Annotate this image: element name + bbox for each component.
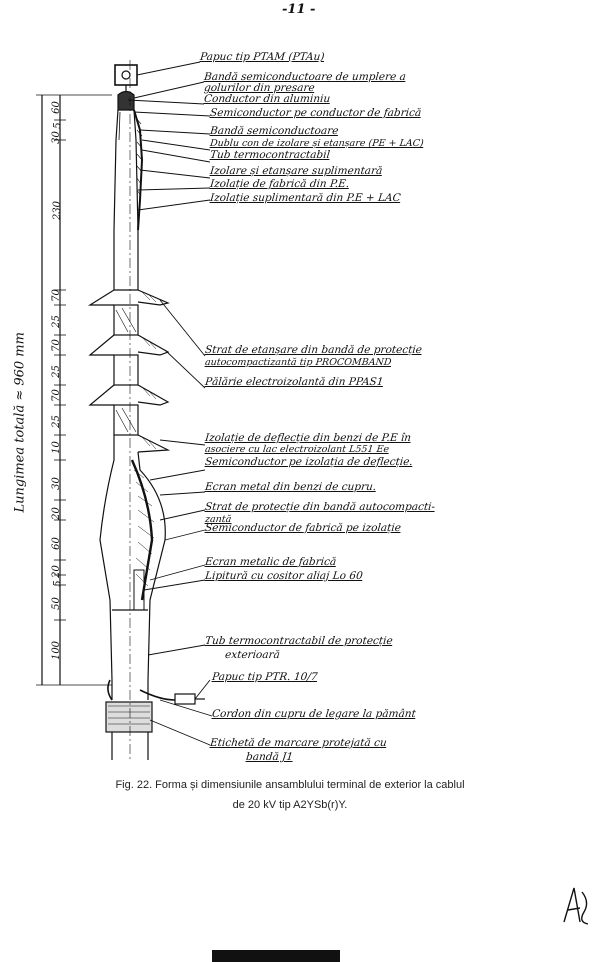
label-zanta: zantă — [204, 514, 232, 525]
label-cordon: Cordon din cupru de legare la pământ — [211, 708, 417, 720]
label-strat-etansare: Strat de etanșare din bandă de protecție — [204, 344, 423, 356]
label-izolatie-fabrica: Izolație de fabrică din P.E. — [209, 178, 350, 190]
label-banda-semicond: Bandă semiconductoare — [209, 125, 340, 137]
dim-value: 30 — [50, 131, 62, 144]
dim-value: 70 — [50, 389, 62, 402]
label-banda-j1: bandă J1 — [245, 751, 294, 763]
label-conductor-aluminiu: Conductor din aluminiu — [203, 93, 331, 105]
dim-value: 70 — [50, 339, 62, 352]
page-number: -11 - — [282, 2, 316, 17]
dim-value: 230 — [52, 200, 64, 221]
dim-value: 5 — [52, 580, 64, 587]
label-semicond-fabrica: Semiconductor de fabrică pe izolație — [204, 522, 402, 534]
label-popuc-ptam: Papuc tip PTAM (PTAu) — [199, 51, 326, 63]
label-lipitura: Lipitură cu cositor aliaj Lo 60 — [204, 570, 364, 582]
dim-value: 25 — [50, 365, 62, 378]
dim-value: 60 — [50, 537, 62, 550]
dim-value: 60 — [50, 101, 62, 114]
label-tub-protectie: Tub termocontractabil de protecție — [204, 635, 394, 647]
dim-value: 5 — [52, 122, 64, 129]
label-strat-protectie: Strat de protecție din bandă autocompacti- — [204, 501, 436, 513]
signature-image — [560, 882, 594, 928]
dim-value: 30 — [50, 477, 62, 490]
label-autocompact: autocompactizantă tip PROCOMBAND — [204, 357, 393, 368]
label-semicond-deflectie: Semiconductor pe izolația de deflecție. — [204, 456, 414, 468]
dim-value: 25 — [50, 315, 62, 328]
label-semicond-conductor: Semiconductor pe conductor de fabrică — [209, 107, 422, 119]
label-banda-semicond-umplere: Bandă semiconductoare de umplere a — [203, 71, 407, 83]
label-tub-termo: Tub termocontractabil — [209, 149, 331, 161]
caption-line-1: Fig. 22. Forma și dimensiunile ansamblului terminal de exterior la cablul — [115, 779, 465, 791]
dim-value: 20 — [50, 565, 62, 578]
figure-caption — [50, 775, 530, 815]
label-izolare-etansare: Izolare și etanșare suplimentară — [209, 165, 383, 177]
label-golurilor: golurilor din presare — [203, 82, 316, 94]
label-izolatie-deflectie: Izolație de deflecție din benzi de P.E în — [204, 432, 412, 444]
label-exterioara: exterioară — [224, 649, 281, 661]
dim-value: 25 — [50, 415, 62, 428]
label-popuc-ptr: Papuc tip PTR. 10/7 — [211, 671, 319, 683]
dim-value: 70 — [50, 289, 62, 302]
label-dublu-con: Dublu con de izolare și etanșare (PE + LAC) — [209, 138, 425, 149]
total-length-label: Lungimea totală ≈ 960 mm — [12, 332, 28, 513]
dim-value: 100 — [51, 640, 63, 661]
caption-line-2: de 20 kV tip A2YSb(r)Y. — [232, 799, 348, 811]
label-eticheta: Etichetă de marcare protejată cu — [209, 737, 388, 749]
label-asociere: asociere cu lac electroizolant L551 Ee — [204, 444, 390, 455]
dim-value: 20 — [50, 507, 62, 520]
label-ecran-metalic: Ecran metalic de fabrică — [204, 556, 337, 568]
footer-bar — [212, 950, 340, 962]
label-ecran-metal: Ecran metal din benzi de cupru. — [204, 481, 377, 493]
label-palarie: Pălărie electroizolantă din PPAS1 — [204, 376, 384, 388]
label-izolatie-supl: Izolație suplimentară din P.E + LAC — [209, 192, 402, 204]
dim-value: 50 — [50, 597, 62, 610]
dim-value: 10 — [50, 441, 62, 454]
